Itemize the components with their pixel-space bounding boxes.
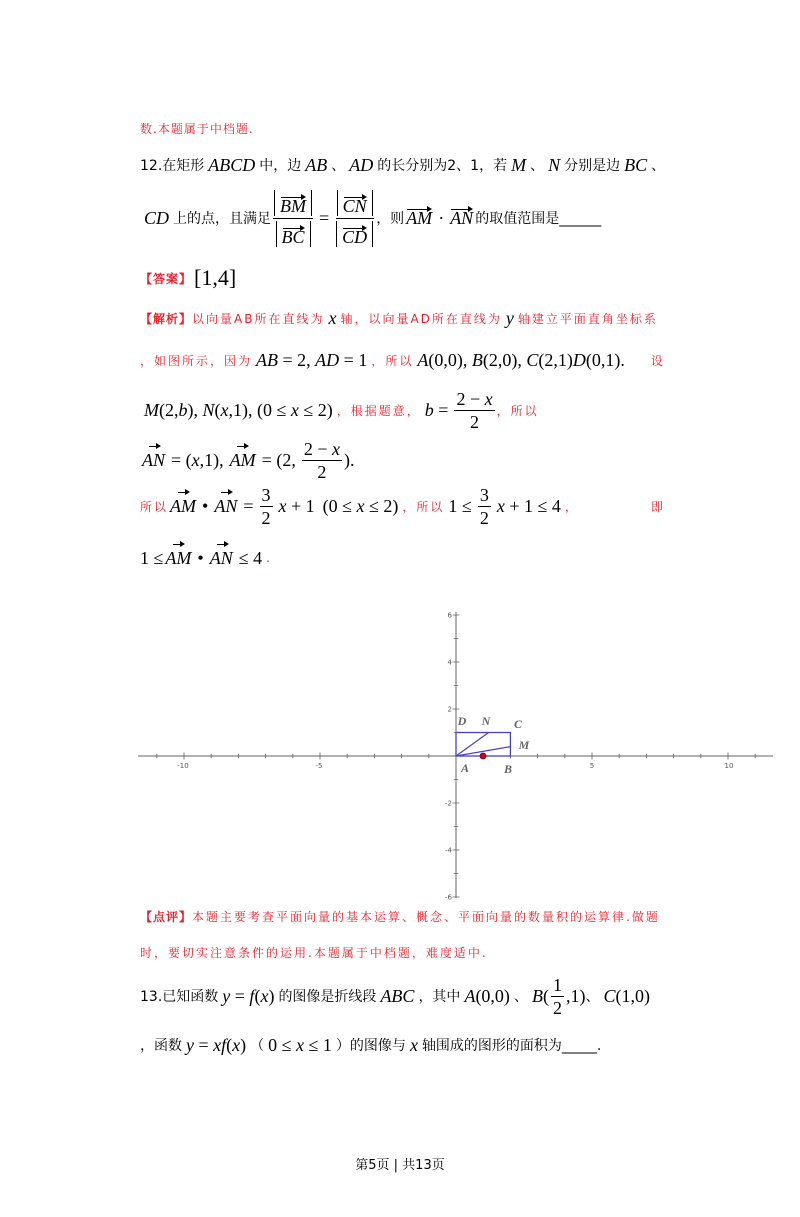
vector-am: AM [170, 495, 197, 516]
fraction-denominator: 2 [479, 507, 489, 528]
q12-text: 、 [651, 158, 666, 174]
label-c: C [513, 717, 523, 731]
fraction-numerator: 3 [261, 484, 271, 505]
analysis-label: 【解析】 [140, 311, 193, 326]
math-lengths: AB = 2, AD = 1 [256, 349, 368, 370]
q13-text: 、 [513, 989, 528, 1005]
analysis-text: 所以 [140, 499, 169, 514]
math-expression: x + 1 ≤ 4 [496, 495, 561, 516]
x-tick-label: -5 [315, 762, 323, 770]
fraction-denominator: 2 [261, 507, 271, 528]
vector-am: AM [406, 207, 433, 228]
magnitude-bars [336, 221, 373, 247]
fraction-numerator: 2 − x [456, 388, 493, 409]
q13-text: 、 [585, 989, 600, 1005]
math-points-mn: M(2,b), N(x,1), (0 ≤ x ≤ 2) [144, 399, 333, 420]
analysis-text: 轴建立平面直角坐标系 [517, 311, 658, 326]
fraction-3-over-2 [260, 485, 273, 528]
ratio-cn-over-cd [335, 188, 374, 249]
math-abc: ABC [380, 985, 415, 1006]
math-range: (0 ≤ x ≤ 2) [322, 495, 399, 516]
fraction-3-over-2 [478, 485, 491, 528]
math-cd: CD [144, 207, 170, 228]
fraction-1-over-2 [551, 975, 564, 1018]
x-tick-label: 10 [724, 762, 734, 770]
segment-an [456, 733, 489, 757]
math-point-b: B( [531, 985, 549, 1006]
math-bc: BC [624, 154, 648, 175]
fraction-numerator: 1 [552, 974, 562, 995]
math-function: y = xf(x) [186, 1034, 247, 1055]
analysis-text: ，根据题意， [336, 403, 421, 418]
y-tick-label: 4 [447, 658, 452, 667]
q13-text: （ [250, 1038, 265, 1054]
q12-text: 12.在矩形 [140, 158, 205, 174]
analysis-text: ， [564, 499, 579, 514]
fraction-denominator: 2 [552, 997, 562, 1018]
q12-text-blank: 的取值范围是______ [475, 211, 602, 227]
math-x: x [328, 307, 337, 328]
analysis-text: ，所以 [402, 499, 445, 514]
math-n: N [548, 154, 561, 175]
magnitude-bars [276, 221, 311, 247]
vector-bm: BM [280, 195, 307, 216]
fraction-denominator [275, 219, 312, 249]
analysis-text: 即 [651, 499, 666, 514]
q12-text: ，则 [376, 211, 405, 227]
fraction-denominator: 2 [470, 411, 480, 432]
answer-value: [1,4] [194, 265, 237, 290]
math-ab: AB [305, 154, 328, 175]
comment-label: 【点评】 [140, 909, 193, 924]
q13-text: 的图像是折线段 [278, 989, 377, 1005]
math-point-c: C(1,0) [603, 985, 650, 1006]
dot-operator: • [197, 547, 204, 568]
q12-text: 、 [530, 158, 545, 174]
equals-sign: = [319, 207, 330, 228]
x-tick-label: -10 [177, 762, 189, 770]
comment-text: 本题主要考查平面向量的基本运算、概念、平面向量的数量积的运算律.做题 [192, 909, 660, 924]
analysis-text: ，如图所示，因为 [140, 353, 253, 368]
magnitude-bars [274, 190, 312, 216]
math-b-equals: b = [424, 399, 449, 420]
analysis-text: 以向量AB所在直线为 [192, 311, 325, 326]
fraction-numerator: 2 − x [303, 438, 340, 459]
magnitude-bars [337, 190, 373, 216]
prev-tail-text: 数.本题属于中档题. [140, 121, 254, 136]
vector-am: AM [165, 547, 192, 568]
analysis-text: ，所以 [371, 353, 414, 368]
ratio-bm-over-bc [273, 188, 313, 249]
vector-cd: CD [342, 226, 368, 247]
analysis-text: . [266, 551, 272, 565]
comment-text: 时，要切实注意条件的运用.本题属于中档题，难度适中. [140, 945, 488, 960]
fraction-denominator: 2 [317, 461, 327, 482]
vector-an: AN [450, 207, 474, 228]
math-point-b: ,1) [565, 985, 586, 1006]
y-tick-label: 2 [447, 705, 452, 714]
analysis-text: 轴，以向量AD所在直线为 [340, 311, 502, 326]
q13-text: ，函数 [140, 1038, 182, 1054]
label-n: N [481, 714, 491, 728]
coordinate-figure [130, 605, 780, 905]
math-expression: = (2, [261, 449, 296, 470]
equals-sign: = [243, 495, 254, 516]
q12-text: 中，边 [259, 158, 302, 174]
label-m: M [518, 738, 530, 752]
y-tick-label: -6 [445, 893, 452, 902]
fraction-numerator [273, 188, 313, 219]
analysis-text: ，所以 [496, 403, 539, 418]
vector-an: AN [209, 547, 233, 568]
analysis-text: 设 [651, 353, 666, 368]
q12-text: 分别是边 [564, 158, 621, 174]
fraction-denominator [335, 219, 374, 249]
math-expression: ≤ 4 [238, 547, 263, 568]
q13-text: 13.已知函数 [140, 989, 219, 1005]
fraction-2-minus-x-over-2 [454, 389, 494, 432]
vector-an: AN [142, 449, 166, 470]
math-expression: = (x,1), [171, 449, 224, 470]
math-range: 0 ≤ x ≤ 1 [268, 1034, 332, 1055]
q12-text: 的长分别为2、1，若 [377, 158, 508, 174]
vector-bc: BC [281, 226, 305, 247]
math-expression: 1 ≤ [140, 547, 164, 568]
math-expression: 1 ≤ [448, 495, 472, 516]
q12-text: 上的点，且满足 [173, 211, 272, 227]
math-function: y = f(x) [222, 985, 275, 1006]
point-marker [480, 753, 486, 759]
dot-operator: · [438, 207, 445, 228]
math-m: M [511, 154, 527, 175]
y-tick-label: -2 [445, 799, 452, 808]
fraction-numerator: 3 [479, 484, 489, 505]
q13-text: ）的图像与 [335, 1038, 406, 1054]
q13-text-blank: 轴围成的图形的面积为_____. [421, 1038, 602, 1054]
math-ad: AD [349, 154, 374, 175]
vector-am: AM [229, 449, 256, 470]
answer-label: 【答案】 [140, 271, 193, 286]
math-expression: x + 1 [278, 495, 315, 516]
x-tick-label: 5 [589, 762, 595, 770]
label-a: A [460, 761, 470, 775]
y-tick-label: 6 [447, 611, 452, 620]
y-tick-label: -4 [445, 846, 452, 855]
page-number: 第5页 | 共13页 [355, 1157, 445, 1173]
q13-text: ，其中 [418, 989, 461, 1005]
fraction-2-minus-x-over-2 [302, 439, 342, 482]
math-y: y [505, 307, 514, 328]
dot-operator: • [202, 495, 209, 516]
math-coordinates: A(0,0), B(2,0), C(2,1)D(0,1). [417, 349, 625, 370]
math-x: x [409, 1034, 418, 1055]
label-d: D [457, 714, 467, 728]
vector-an: AN [214, 495, 238, 516]
math-abcd: ABCD [208, 154, 256, 175]
vector-cn: CN [342, 195, 367, 216]
math-point-a: A(0,0) [464, 985, 510, 1006]
math-expression: ). [343, 449, 355, 470]
label-b: B [503, 762, 513, 776]
q12-text: 、 [331, 158, 346, 174]
fraction-numerator [336, 188, 374, 219]
